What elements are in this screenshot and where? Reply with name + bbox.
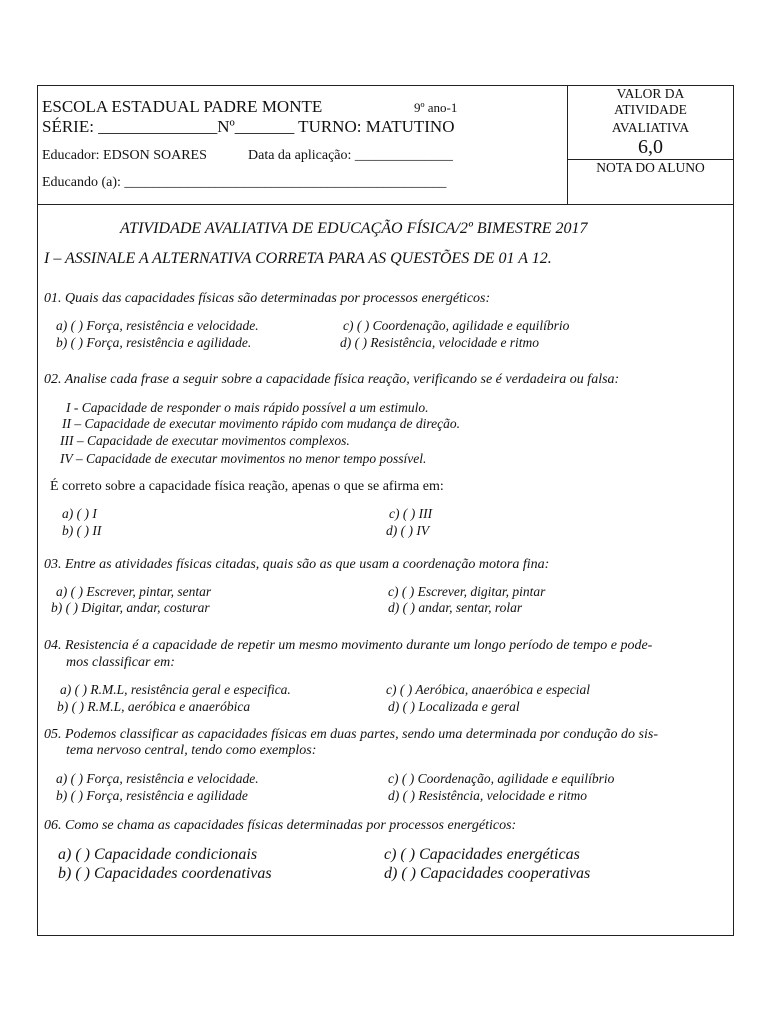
question-05-line-2: tema nervoso central, tendo como exemplos: (66, 743, 317, 758)
valor-value: 6,0 (638, 136, 663, 158)
question-04-line-2: mos classificar em: (66, 655, 175, 670)
q02-option-c[interactable]: c) ( ) III (389, 506, 433, 521)
q05-option-d[interactable]: d) ( ) Resistência, velocidade e ritmo (388, 788, 588, 803)
q05-option-b[interactable]: b) ( ) Força, resistência e agilidade (56, 788, 248, 803)
q03-option-c[interactable]: c) ( ) Escrever, digitar, pintar (388, 584, 546, 599)
q01-option-a[interactable]: a) ( ) Força, resistência e velocidade. (56, 318, 259, 333)
data-aplicacao: Data da aplicação: ______________ (248, 148, 453, 163)
valor-label-1: VALOR DA (616, 86, 685, 101)
q02-option-b[interactable]: b) ( ) II (62, 523, 102, 538)
nota-do-aluno: NOTA DO ALUNO (596, 160, 705, 175)
question-03: 03. Entre as atividades físicas citadas, quais são as que usam a coordenação motora fina: (44, 557, 550, 572)
q06-option-a[interactable]: a) ( ) Capacidade condicionais (58, 846, 258, 863)
q01-option-b[interactable]: b) ( ) Força, resistência e agilidade. (56, 335, 252, 350)
q02-statement-2: II – Capacidade de executar movimento rápido com mudança de direção. (62, 416, 461, 431)
q02-option-a[interactable]: a) ( ) I (62, 506, 97, 521)
q02-statement-3: III – Capacidade de executar movimentos complexos. (60, 433, 350, 448)
q02-statement-1: I - Capacidade de responder o mais rápido possível a um estimulo. (66, 400, 429, 415)
q06-option-b[interactable]: b) ( ) Capacidades coordenativas (58, 865, 272, 882)
educador-line: Educador: EDSON SOARES (42, 148, 207, 163)
q03-option-b[interactable]: b) ( ) Digitar, andar, costurar (51, 600, 210, 615)
question-04-line-1: 04. Resistencia é a capacidade de repetir um mesmo movimento durante um longo período de tempo e pode- (44, 638, 653, 653)
school-name: ESCOLA ESTADUAL PADRE MONTE (42, 97, 323, 116)
q02-option-d[interactable]: d) ( ) IV (386, 523, 430, 538)
q04-option-d[interactable]: d) ( ) Localizada e geral (388, 699, 520, 714)
serie-turno-line: SÉRIE: ______________Nº_______ TURNO: MATUTINO (42, 117, 455, 136)
q06-option-d[interactable]: d) ( ) Capacidades cooperativas (384, 865, 591, 882)
q06-option-c[interactable]: c) ( ) Capacidades energéticas (384, 846, 580, 863)
grade-class: 9º ano-1 (414, 100, 458, 115)
question-05-line-1: 05. Podemos classificar as capacidades físicas em duas partes, sendo uma determinada por condução do sis- (44, 727, 658, 742)
q03-option-a[interactable]: a) ( ) Escrever, pintar, sentar (56, 584, 212, 599)
q03-option-d[interactable]: d) ( ) andar, sentar, rolar (388, 600, 523, 615)
valor-label-3: AVALIATIVA (611, 120, 690, 135)
q01-option-d[interactable]: d) ( ) Resistência, velocidade e ritmo (340, 335, 540, 350)
question-01: 01. Quais das capacidades físicas são determinadas por processos energéticos: (44, 291, 491, 306)
q02-statement-4: IV – Capacidade de executar movimentos no menor tempo possível. (60, 451, 427, 466)
question-06: 06. Como se chama as capacidades físicas determinadas por processos energéticos: (44, 818, 517, 833)
q05-option-a[interactable]: a) ( ) Força, resistência e velocidade. (56, 771, 259, 786)
page-frame (37, 85, 734, 936)
instruction: I – ASSINALE A ALTERNATIVA CORRETA PARA AS QUESTÕES DE 01 A 12. (44, 250, 552, 267)
q04-option-c[interactable]: c) ( ) Aeróbica, anaeróbica e especial (386, 682, 591, 697)
q05-option-c[interactable]: c) ( ) Coordenação, agilidade e equilíbrio (388, 771, 615, 786)
educando-line: Educando (a): ______________________________________________ (42, 175, 447, 190)
valor-label-2: ATIVIDADE (614, 102, 687, 117)
page-title: ATIVIDADE AVALIATIVA DE EDUCAÇÃO FÍSICA/2º BIMESTRE 2017 (120, 220, 588, 237)
q02-prompt: É correto sobre a capacidade física reação, apenas o que se afirma em: (50, 479, 444, 494)
question-02: 02. Analise cada frase a seguir sobre a capacidade física reação, verificando se é verdadeira ou falsa: (44, 372, 620, 387)
q04-option-a[interactable]: a) ( ) R.M.L, resistência geral e especifica. (60, 682, 291, 697)
q04-option-b[interactable]: b) ( ) R.M.L, aeróbica e anaeróbica (57, 699, 251, 714)
q01-option-c[interactable]: c) ( ) Coordenação, agilidade e equilíbrio (343, 318, 570, 333)
